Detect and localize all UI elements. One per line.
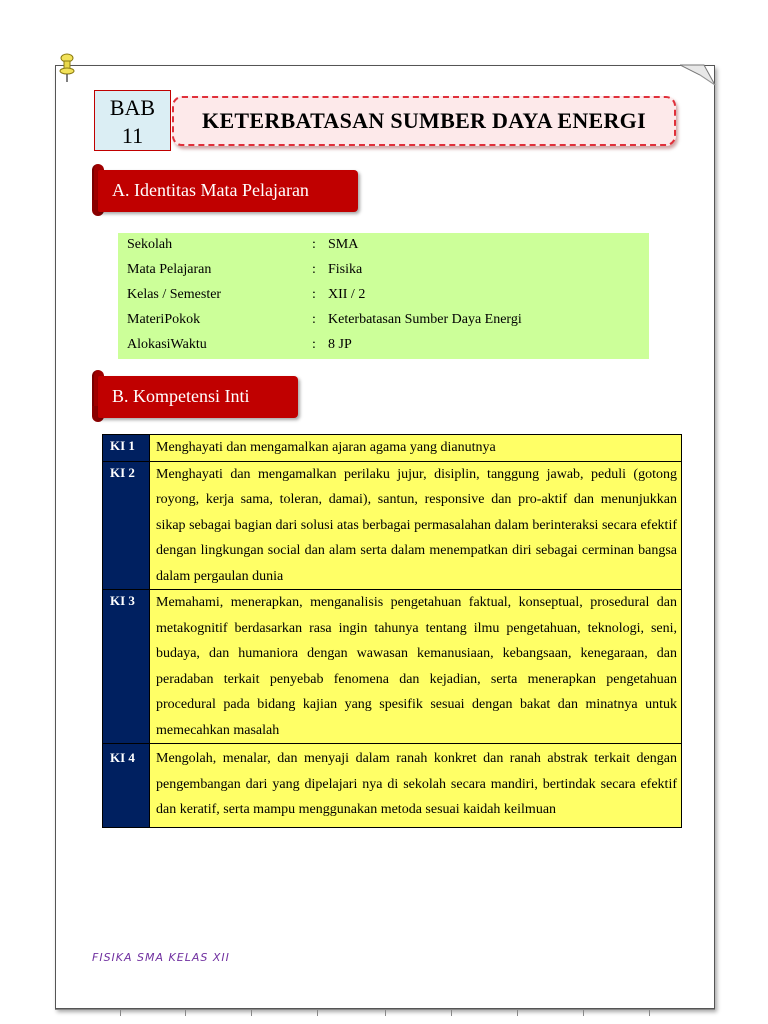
chapter-number: 11: [121, 123, 144, 148]
identity-value: SMA: [328, 237, 359, 252]
identity-row: [127, 310, 649, 335]
identity-colon: :: [312, 287, 316, 302]
section-a-heading: A. Identitas Mata Pelajaran: [98, 170, 358, 212]
identity-row: [127, 335, 649, 360]
identity-label: AlokasiWaktu: [127, 337, 207, 352]
section-b-heading-scroll: [92, 376, 298, 418]
identity-value: Fisika: [328, 262, 363, 277]
ki-description: Menghayati dan mengamalkan perilaku jujur, disiplin, tanggung jawab, peduli (gotong royong, kerja sama, toleran, damai), santun, responsive dan pro-aktif dan menunjukkan sikap sebagai bagian dari solusi atas berbagai permasalahan dalam berinteraksi secara efektif dengan lingkungan social dan alam serta dalam menempatkan diri sebagai cerminan bangsa dalam pergaulan dunia: [150, 461, 682, 590]
identity-colon: :: [312, 237, 316, 252]
identity-value: XII / 2: [328, 287, 366, 302]
page-curl-icon: [680, 64, 716, 86]
ki-code: KI 2: [103, 461, 150, 590]
section-a-heading-scroll: [92, 170, 358, 212]
bottom-edge-ticks: [55, 1009, 715, 1015]
chapter-number-box: [94, 90, 171, 151]
identity-colon: :: [312, 312, 316, 327]
table-row: [103, 461, 682, 590]
ki-description: Memahami, menerapkan, menganalisis pengetahuan faktual, konseptual, prosedural dan metakognitif berdasarkan rasa ingin tahunya tentang ilmu pengetahuan, teknologi, seni, budaya, dan humaniora dengan wawasan kemanusiaan, kebangsaan, kenegaraan, dan peradaban terkait penyebab fenomena dan kejadian, serta menerapkan pengetahuan procedural pada bidang kajian yang spesifik sesuai dengan bakat dan minatnya untuk memecahkan masalah: [150, 590, 682, 744]
chapter-title: KETERBATASAN SUMBER DAYA ENERGI: [202, 108, 646, 133]
identity-label: Kelas / Semester: [127, 287, 222, 302]
chapter-label: BAB: [109, 95, 156, 120]
ki-description: Menghayati dan mengamalkan ajaran agama yang dianutnya: [150, 435, 682, 462]
identity-table: [118, 233, 649, 359]
ki-code: KI 1: [103, 435, 150, 462]
core-competency-table: [102, 434, 682, 828]
ki-description: Mengolah, menalar, dan menyaji dalam ranah konkret dan ranah abstrak terkait dengan pengembangan dari yang dipelajari nya di sekolah secara mandiri, bertindak secara efektif dan keratif, serta mampu menggunakan metoda sesuai kaidah keilmuan: [150, 744, 682, 828]
table-row: [103, 435, 682, 462]
identity-colon: :: [312, 262, 316, 277]
page-footer: FISIKA SMA KELAS XII: [92, 951, 230, 964]
identity-row: [127, 285, 649, 310]
identity-row: [127, 260, 649, 285]
identity-label: Mata Pelajaran: [127, 262, 212, 277]
section-b-heading: B. Kompetensi Inti: [98, 376, 298, 418]
table-row: [103, 744, 682, 828]
identity-row: [127, 235, 649, 260]
identity-label: MateriPokok: [127, 312, 201, 327]
identity-label: Sekolah: [127, 237, 173, 252]
pushpin-icon: [58, 53, 76, 83]
chapter-title-banner: [172, 96, 676, 146]
identity-value: 8 JP: [328, 337, 352, 352]
ki-code: KI 4: [103, 744, 150, 828]
identity-value: Keterbatasan Sumber Daya Energi: [328, 312, 522, 327]
ki-code: KI 3: [103, 590, 150, 744]
identity-colon: :: [312, 337, 316, 352]
table-row: [103, 590, 682, 744]
